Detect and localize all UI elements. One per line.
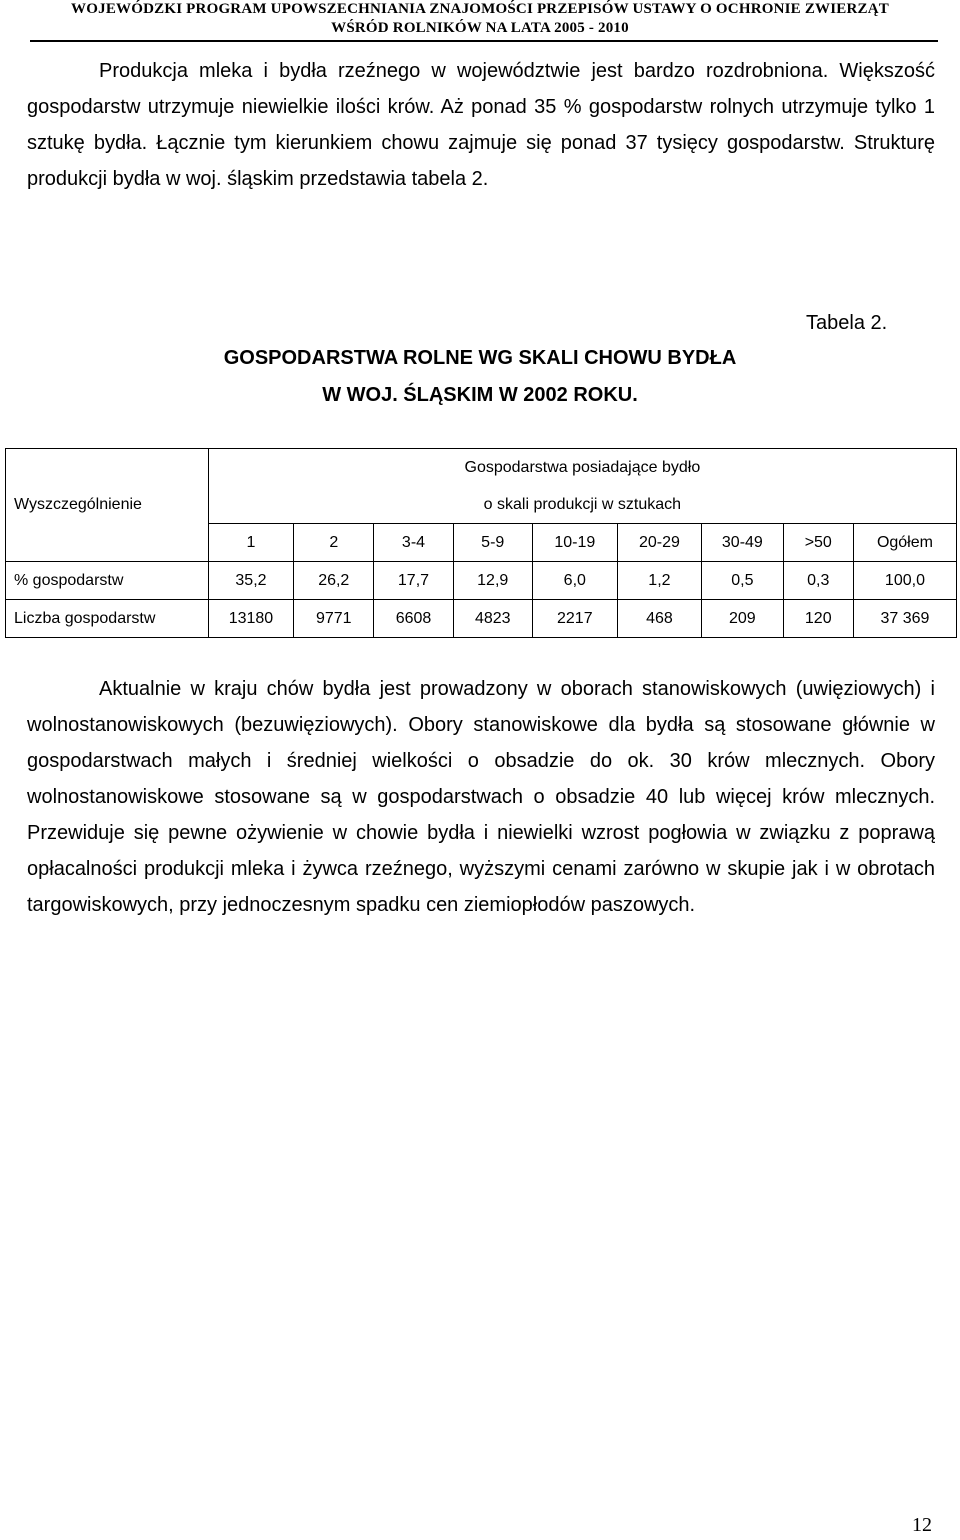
cattle-farms-table bbox=[5, 448, 957, 638]
column-header: 3-4 bbox=[374, 524, 453, 562]
column-header: 30-49 bbox=[702, 524, 784, 562]
group-header-line-2: o skali produkcji w sztukach bbox=[208, 486, 956, 524]
table-cell: 26,2 bbox=[294, 562, 374, 600]
row-label: % gospodarstw bbox=[6, 562, 209, 600]
table-cell: 209 bbox=[702, 600, 784, 638]
table-cell: 0,3 bbox=[783, 562, 853, 600]
table-cell: 1,2 bbox=[617, 562, 701, 600]
table-cell: 100,0 bbox=[853, 562, 956, 600]
table-cell: 17,7 bbox=[374, 562, 453, 600]
table-row bbox=[6, 562, 957, 600]
body-paragraph: Aktualnie w kraju chów bydła jest prowadzony w oborach stanowiskowych (uwięziowych) i wolnostanowiskowych (bezuwięziowych). Obory stanowiskowe dla bydła są stosowane głównie w gospodarstwach małych i średniej wielkości o obsadzie do ok. 30 krów mlecznych. Obory wolnostanowiskowe stosowane są w gospodarstwach o obsadzie 40 lub więcej krów mlecznych. Przewiduje się pewne ożywienie w chowie bydła i niewielki wzrost pogłowia w związku z poprawą opłacalności produkcji mleka i żywca rzeźnego, wyższymi cenami zarówno w skupie jak i w obrotach targowiskowych, przy jednoczesnym spadku cen ziemiopłodów paszowych. bbox=[27, 678, 935, 916]
table-cell: 35,2 bbox=[208, 562, 293, 600]
page-header bbox=[30, 0, 930, 38]
header-rule bbox=[30, 40, 938, 42]
table-cell: 12,9 bbox=[453, 562, 532, 600]
table-cell: 4823 bbox=[453, 600, 532, 638]
column-header: 1 bbox=[208, 524, 293, 562]
table-title-line-2: W WOJ. ŚLĄSKIM W 2002 ROKU. bbox=[322, 384, 638, 406]
table-cell: 9771 bbox=[294, 600, 374, 638]
table-cell: 6608 bbox=[374, 600, 453, 638]
table-cell: 468 bbox=[617, 600, 701, 638]
column-header: 10-19 bbox=[532, 524, 617, 562]
column-header: Ogółem bbox=[853, 524, 956, 562]
intro-paragraph: Produkcja mleka i bydła rzeźnego w województwie jest bardzo rozdrobniona. Większość gospodarstw utrzymuje niewielkie ilości krów. Aż ponad 35 % gospodarstw rolnych utrzymuje tylko 1 sztukę bydła. Łącznie tym kierunkiem chowu zajmuje się ponad 37 tysięcy gospodarstw. Strukturę produkcji bydła w woj. śląskim przedstawia tabela 2. bbox=[27, 60, 935, 190]
row-label: Liczba gospodarstw bbox=[6, 600, 209, 638]
table-cell: 6,0 bbox=[532, 562, 617, 600]
column-header: 2 bbox=[294, 524, 374, 562]
group-header-line-1: Gospodarstwa posiadające bydło bbox=[208, 449, 956, 487]
table-cell: 2217 bbox=[532, 600, 617, 638]
header-line-1: WOJEWÓDZKI PROGRAM UPOWSZECHNIANIA ZNAJOMOŚCI PRZEPISÓW USTAWY O OCHRONIE ZWIERZĄT bbox=[71, 1, 889, 17]
page-number: 12 bbox=[912, 1514, 932, 1536]
table-cell: 37 369 bbox=[853, 600, 956, 638]
column-header: 20-29 bbox=[617, 524, 701, 562]
row-header-cell: Wyszczególnienie bbox=[6, 449, 209, 562]
table-cell: 0,5 bbox=[702, 562, 784, 600]
header-line-2: WŚRÓD ROLNIKÓW NA LATA 2005 - 2010 bbox=[331, 20, 629, 36]
table-cell: 120 bbox=[783, 600, 853, 638]
table-cell: 13180 bbox=[208, 600, 293, 638]
table-row bbox=[6, 600, 957, 638]
table-label: Tabela 2. bbox=[806, 312, 888, 334]
table-title-line-1: GOSPODARSTWA ROLNE WG SKALI CHOWU BYDŁA bbox=[223, 347, 737, 369]
table-title bbox=[130, 340, 830, 414]
column-header: >50 bbox=[783, 524, 853, 562]
column-header: 5-9 bbox=[453, 524, 532, 562]
